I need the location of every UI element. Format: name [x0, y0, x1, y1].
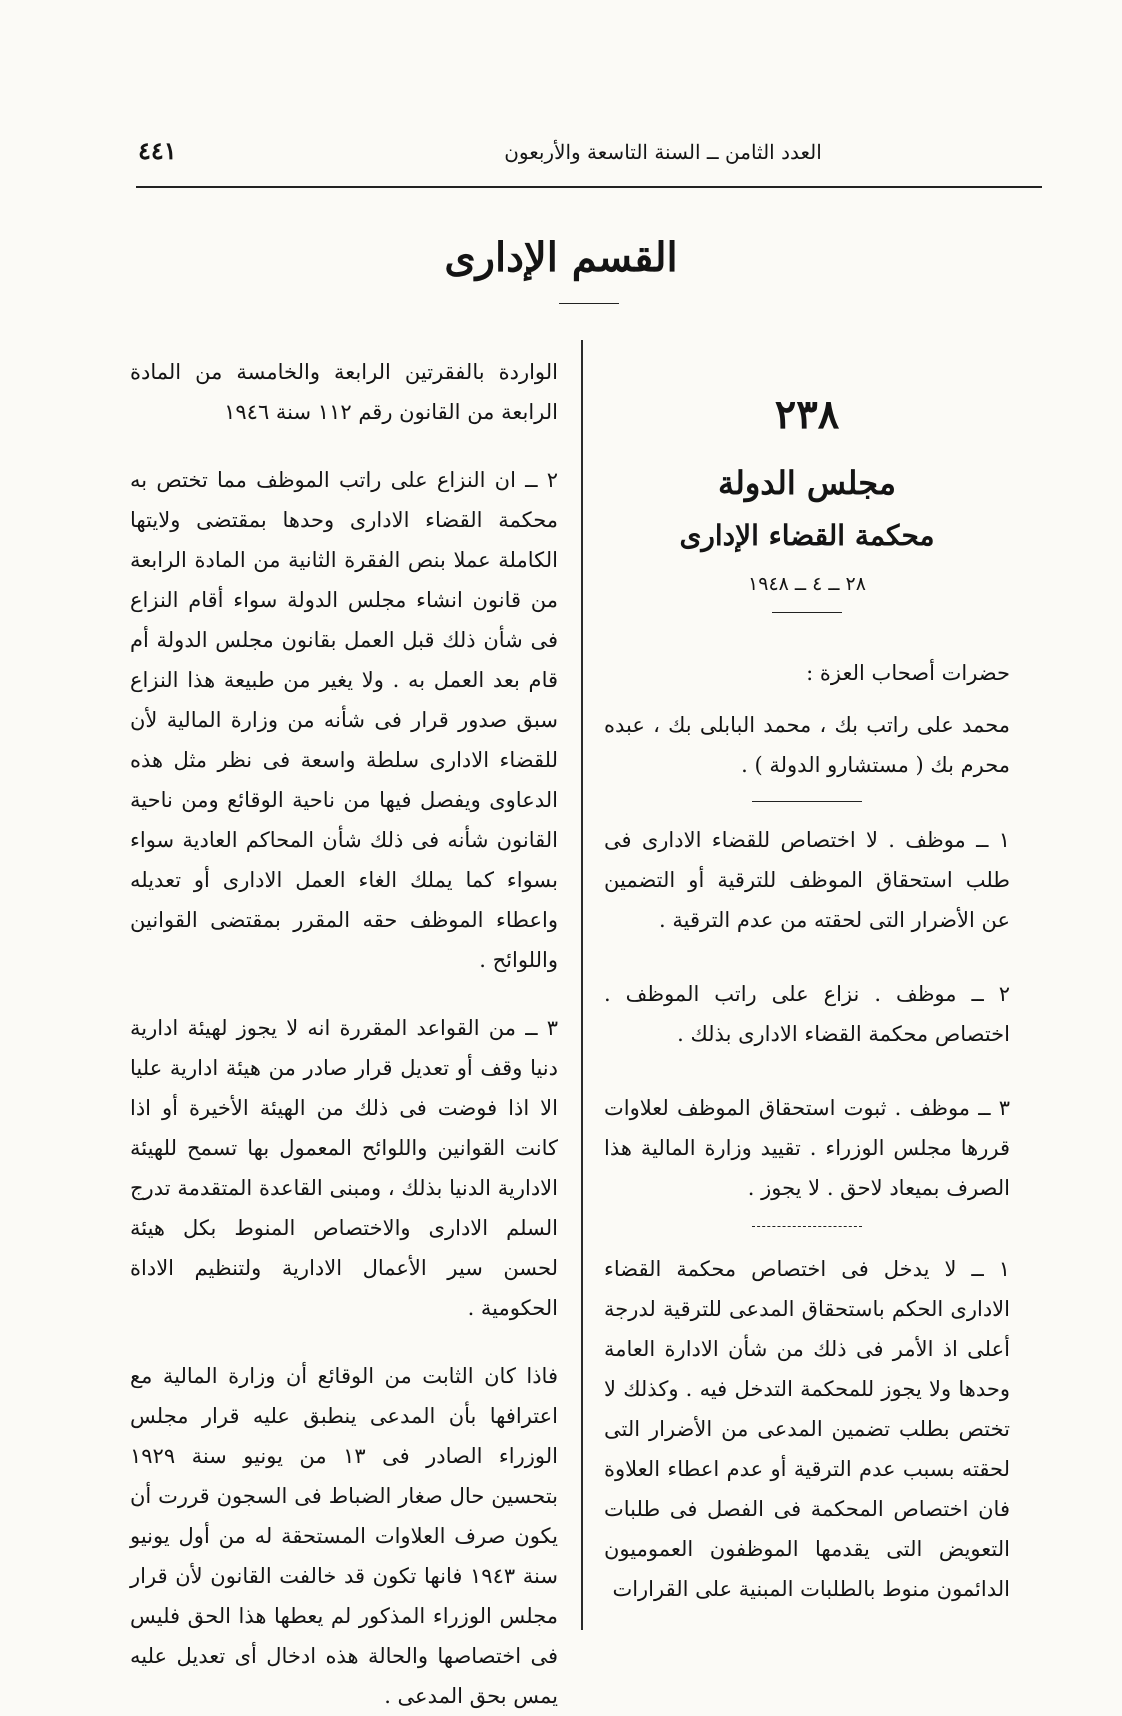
case-number: ٢٣٨ [774, 391, 840, 438]
court-division: محكمة القضاء الإدارى [679, 519, 935, 552]
left-column [130, 352, 558, 1716]
headnote: ٢ ــ موظف . نزاع على راتب الموظف . اختصاص محكمة القضاء الادارى بذلك . [604, 982, 1010, 1046]
paragraph: الواردة بالفقرتين الرابعة والخامسة من المادة الرابعة من القانون رقم ١١٢ سنة ١٩٤٦ [130, 360, 558, 424]
page-number: ٤٤١ [138, 136, 177, 165]
bench-label: حضرات أصحاب العزة : [806, 661, 1010, 685]
title-rule [559, 303, 619, 304]
running-header-title: العدد الثامن ــ السنة التاسعة والأربعون [504, 140, 822, 164]
column-divider [581, 340, 583, 1630]
legal-principle: ١ ــ لا يدخل فى اختصاص محكمة القضاء الادارى الحكم باستحقاق المدعى للترقية لدرجة أعلى اذ الأمر فى ذلك من شأن الادارة العامة وحدها ولا يجوز للمحكمة التدخل فيه . وكذلك لا تختص بطلب تضمين المدعى من الأضرار التى لحقته بسبب عدم الترقية أو عدم اعطاء العلاوة فان اختصاص المحكمة فى الفصل فى طلبات التعويض التى يقدمها الموظفون العموميون الدائمون منوط بالطلبات المبنية على القرارات [604, 1257, 1010, 1601]
paragraph: ٣ ــ من القواعد المقررة انه لا يجوز لهيئة ادارية دنيا وقف أو تعديل قرار صادر من هيئة ادارية عليا الا اذا فوضت فى ذلك من الهيئة الأخيرة أو اذا كانت القوانين واللوائح المعمول بها تسمح للهيئة الادارية الدنيا بذلك ، ومبنى القاعدة المتقدمة تدرج السلم الادارى والاختصاص المنوط بكل هيئة لحسن سير الأعمال الادارية ولتنظيم الاداة الحكومية . [130, 1016, 558, 1320]
bench-members: محمد على راتب بك ، محمد البابلى بك ، عبده محرم بك ( مستشارو الدولة ) . [604, 713, 1010, 777]
headnote: ٣ ــ موظف . ثبوت استحقاق الموظف لعلاوات قررها مجلس الوزراء . تقييد وزارة المالية هذا الصرف بميعاد لاحق . لا يجوز . [604, 1096, 1010, 1200]
court-name: مجلس الدولة [717, 464, 897, 502]
running-header [138, 136, 1038, 176]
section-title: القسم الإدارى [444, 234, 678, 281]
divider-rule [772, 612, 842, 613]
paragraph: فاذا كان الثابت من الوقائع أن وزارة المالية مع اعترافها بأن المدعى ينطبق عليه قرار مجلس الوزراء الصادر فى ١٣ من يونيو سنة ١٩٢٩ بتحسين حال صغار الضباط فى السجون قررت أن يكون صرف العلاوات المستحقة له من أول يونيو سنة ١٩٤٣ فانها تكون قد خالفت القانون لأن قرار مجلس الوزراء المذكور لم يعطها هذا الحق فليس فى اختصاصها والحالة هذه ادخال أى تعديل عليه يمس بحق المدعى . [130, 1364, 558, 1708]
right-column [604, 392, 1010, 1609]
divider-rule [752, 1226, 862, 1227]
divider-rule [752, 801, 862, 802]
header-rule [136, 186, 1042, 188]
paragraph: ٢ ــ ان النزاع على راتب الموظف مما تختص به محكمة القضاء الادارى وحدها بمقتضى ولايتها الكاملة عملا بنص الفقرة الثانية من المادة الرابعة من قانون انشاء مجلس الدولة سواء أقام النزاع فى شأن ذلك قبل العمل بقانون مجلس الدولة أم قام بعد العمل به . ولا يغير من طبيعة هذا النزاع سبق صدور قرار فى شأنه من وزارة المالية لأن للقضاء الادارى سلطة واسعة فى نظر مثل هذه الدعاوى ويفصل فيها من ناحية الوقائع ومن ناحية القانون شأنه فى ذلك شأن المحاكم العادية سواء بسواء كما يملك الغاء العمل الادارى أو تعديله واعطاء الموظف حقه المقرر بمقتضى القوانين واللوائح . [130, 468, 558, 972]
case-date: ٢٨ ــ ٤ ــ ١٩٤٨ [748, 573, 866, 595]
headnote: ١ ــ موظف . لا اختصاص للقضاء الادارى فى طلب استحقاق الموظف للترقية أو التضمين عن الأضرار التى لحقته من عدم الترقية . [604, 828, 1010, 932]
